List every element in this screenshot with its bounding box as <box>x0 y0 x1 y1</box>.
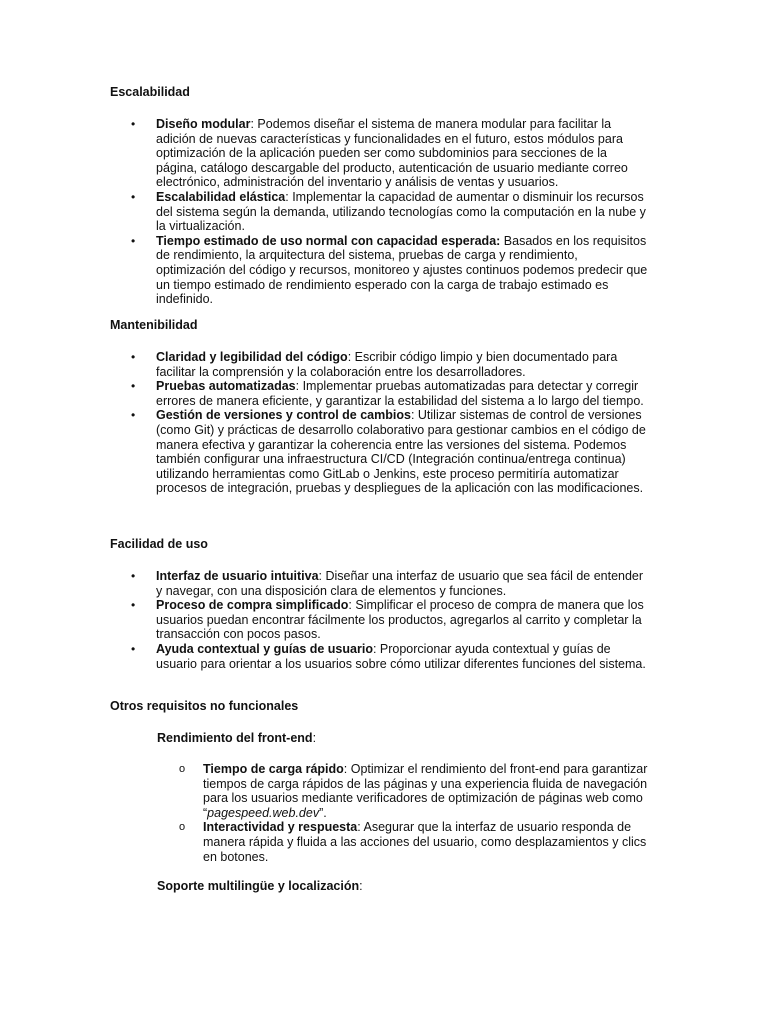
list-item <box>0 379 649 408</box>
list-item <box>0 762 663 820</box>
list-item <box>0 234 649 307</box>
list-item <box>0 190 649 234</box>
heading-mantenibilidad: Mantenibilidad <box>110 318 198 332</box>
subheading-title: Rendimiento del front-end <box>157 731 313 745</box>
heading-otros-requisitos: Otros requisitos no funcionales <box>110 699 299 713</box>
item-text: : Escribir código limpio y bien documentado para facilitar la comprensión y la colaboración entre los desarrolladores. <box>156 350 618 379</box>
item-term: Escalabilidad elástica <box>156 189 286 204</box>
item-text: : Diseñar una interfaz de usuario que sea fácil de entender y navegar, con una disposición clara de elementos y funciones. <box>156 569 644 598</box>
item-italic-link-text: pagespeed.web.dev <box>207 805 320 820</box>
item-text: : Simplificar el proceso de compra de manera que los usuarios puedan encontrar fácilmente los productos, agregarlos al carrito y completar la transacción con pocos pasos. <box>156 598 644 642</box>
item-term: Tiempo estimado de uso normal con capacidad esperada: <box>156 233 501 248</box>
item-text: : Podemos diseñar el sistema de manera modular para facilitar la adición de nuevas características y funcionalidades en el futuro, estos módulos para optimización de la aplicación pueden ser como subdominios para secciones de la página, catálogo descargable del producto, autenticación de usuario mediante correo electrónico, administración del inventario y análisis de ventas y usuarios. <box>156 117 628 190</box>
item-text: : Asegurar que la interfaz de usuario responda de manera rápida y fluida a las acciones del usuario, como desplazamientos y clics en botones. <box>203 820 647 864</box>
item-text-tail: ”. <box>319 805 327 820</box>
subheading-soporte-multilingue <box>157 879 363 894</box>
item-term: Proceso de compra simplificado <box>156 598 349 613</box>
item-text: Basados en los requisitos de rendimiento, la arquitectura del sistema, pruebas de carga y rendimiento, optimización del código y recursos, monitoreo y ajustes continuos podemos predecir que un tiempo estimado de rendimiento esperado con la carga de trabajo estimado es indefinido. <box>156 233 648 307</box>
item-term: Gestión de versiones y control de cambios <box>156 408 411 423</box>
list-item <box>0 117 649 190</box>
list-mantenibilidad <box>0 350 649 496</box>
bullet-disc: • <box>131 350 136 364</box>
item-text: : Utilizar sistemas de control de versiones (como Git) y prácticas de desarrollo colaborativo para gestionar cambios en el código de manera efectiva y garantizar la coherencia entre las versiones del sistema. Podemos también configurar una infraestructura CI/CD (Integración continua/entrega continua) utilizando herramientas como GitLab o Jenkins, este proceso permitiría automatizar procesos de integración, pruebas y despliegues de la aplicación con las modificaciones. <box>156 408 646 496</box>
item-text: : Optimizar el rendimiento del front-end para garantizar tiempos de carga rápidos de las páginas y una experiencia fluida de navegación para los usuarios mediante verificadores de optimización de páginas web como “ <box>203 762 648 820</box>
list-rendimiento-front-end <box>0 762 663 864</box>
heading-escalabilidad: Escalabilidad <box>110 85 190 99</box>
bullet-disc: • <box>131 379 136 394</box>
item-text: : Implementar pruebas automatizadas para detectar y corregir errores de manera eficiente, y garantizar la estabilidad del sistema a lo largo del tiempo. <box>156 379 644 408</box>
list-item <box>0 598 649 642</box>
list-item <box>0 642 649 671</box>
heading-facilidad-de-uso: Facilidad de uso <box>110 537 208 551</box>
item-term: Interfaz de usuario intuitiva <box>156 569 319 583</box>
item-term: Ayuda contextual y guías de usuario <box>156 641 373 656</box>
subheading-rendimiento-front-end <box>157 731 316 746</box>
subheading-title: Soporte multilingüe y localización <box>157 879 360 893</box>
item-text: : Proporcionar ayuda contextual y guías de usuario para orientar a los usuarios sobre cómo utilizar diferentes funciones del sistema. <box>156 641 646 671</box>
list-item <box>0 408 649 496</box>
list-escalabilidad <box>0 117 649 307</box>
bullet-disc: • <box>131 233 136 248</box>
item-term: Pruebas automatizadas <box>156 379 296 394</box>
bullet-circle: o <box>179 821 186 834</box>
list-item <box>0 350 649 379</box>
subheading-suffix: : <box>312 731 317 745</box>
bullet-disc: • <box>131 641 136 656</box>
item-text: : Implementar la capacidad de aumentar o disminuir los recursos del sistema según la demanda, utilizando tecnologías como la computación en la nube y la virtualización. <box>156 189 646 234</box>
item-term: Claridad y legibilidad del código <box>156 350 348 364</box>
list-item <box>0 569 649 598</box>
bullet-circle: o <box>179 763 186 775</box>
item-term: Interactividad y respuesta <box>203 820 358 835</box>
item-term: Diseño modular <box>156 117 251 131</box>
item-term: Tiempo de carga rápido <box>203 762 344 776</box>
bullet-disc: • <box>131 598 136 613</box>
bullet-disc: • <box>131 189 136 204</box>
list-item <box>0 820 663 864</box>
bullet-disc: • <box>131 569 136 583</box>
bullet-disc: • <box>131 117 136 131</box>
subheading-suffix: : <box>359 879 363 893</box>
list-facilidad-de-uso <box>0 569 649 671</box>
bullet-disc: • <box>131 408 136 423</box>
